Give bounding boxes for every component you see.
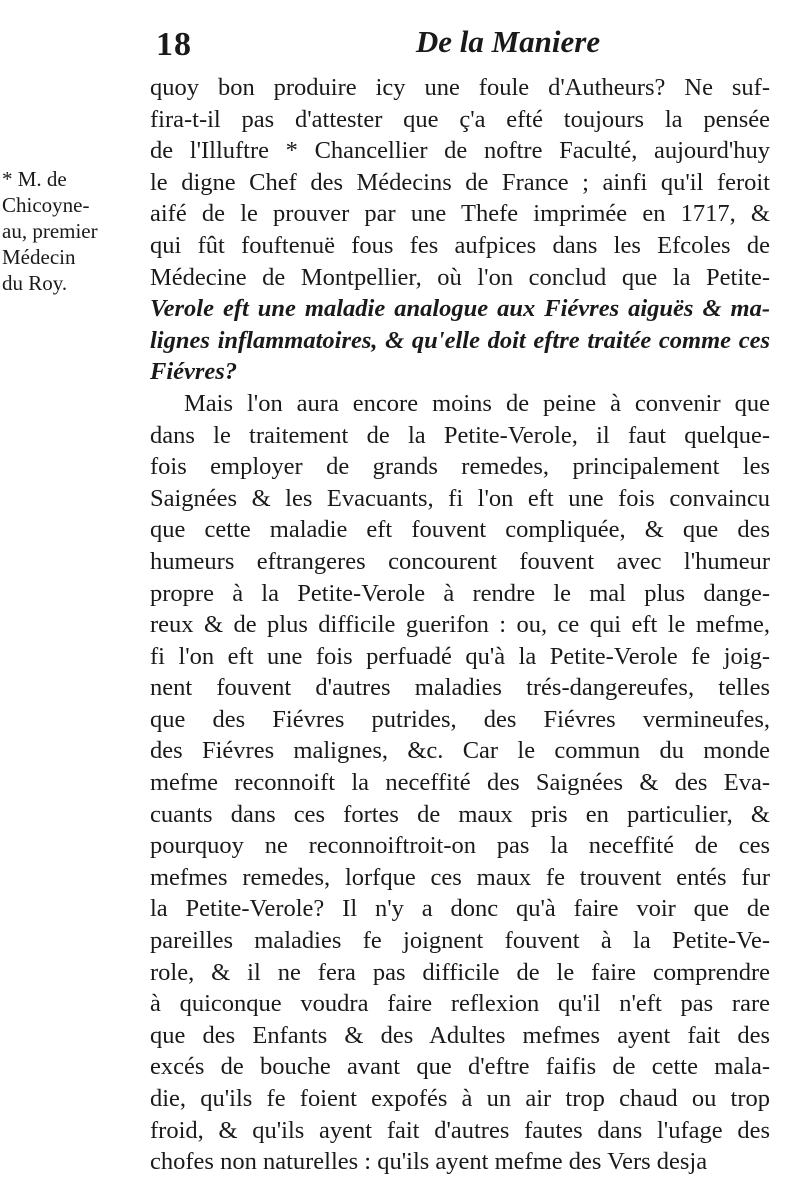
- text-line: Saignées & les Evacuants, fi l'on eft une fois convaincu: [150, 484, 770, 512]
- text-line: humeurs eftrangeres concourent fouvent avec l'humeur: [150, 547, 770, 575]
- text-line: dans le traitement de la Petite-Verole, il faut quelque-: [150, 421, 770, 449]
- text-line: quoy bon produire icy une foule d'Autheurs? Ne suf-: [150, 74, 770, 101]
- running-title: De la Maniere: [415, 24, 601, 59]
- text-line: à quiconque voudra faire reflexion qu'il n'eft pas rare: [150, 990, 770, 1018]
- margin-note-line: Médecin: [2, 245, 76, 269]
- text-line: die, qu'ils fe foient expofés à un air trop chaud ou trop: [150, 1085, 770, 1112]
- margin-note: [0, 166, 128, 296]
- text-line: pareilles maladies fe joignent fouvent à la Petite-Ve-: [150, 927, 770, 955]
- text-line: de l'Illuftre * Chancellier de noftre Faculté, aujourd'huy: [150, 137, 770, 165]
- text-line-italic: lignes inflammatoires, & qu'elle doit eftre traitée comme ces: [150, 326, 770, 354]
- margin-note-line: Chicoyne-: [2, 193, 90, 217]
- text-line: qui fût fouftenuë fous fes aufpices dans les Efcoles de: [150, 231, 770, 259]
- text-line-italic: Fiévres?: [150, 358, 238, 386]
- text-line: que des Enfants & des Adultes mefmes ayent fait des: [150, 1021, 770, 1049]
- text-line: le digne Chef des Médecins de France ; ainfi qu'il feroit: [150, 168, 770, 196]
- page-header: [140, 20, 760, 72]
- text-line-italic: Verole eft une maladie analogue aux Fiévres aiguës & ma-: [150, 295, 770, 323]
- body-text: [150, 72, 770, 1178]
- margin-note-line: * M. de: [2, 167, 67, 191]
- text-line: Médecine de Montpellier, où l'on conclud que la Petite-: [150, 263, 770, 291]
- text-line: reux & de plus difficile guerifon : ou, ce qui eft le mefme,: [150, 611, 770, 639]
- text-line: nent fouvent d'autres maladies trés-dangereufes, telles: [150, 674, 770, 702]
- text-line: mefmes remedes, lorfque ces maux fe trouvent entés fur: [150, 863, 770, 891]
- text-line: propre à la Petite-Verole à rendre le mal plus dange-: [150, 579, 770, 607]
- text-line: aifé de le prouver par une Thefe imprimée en 1717, &: [150, 200, 770, 228]
- text-line: fira-t-il pas d'attester que ç'a efté toujours la pensée: [150, 105, 770, 133]
- text-line: froid, & qu'ils ayent fait d'autres fautes dans l'ufage des: [150, 1116, 770, 1144]
- text-line: que des Fiévres putrides, des Fiévres vermineufes,: [150, 705, 770, 733]
- text-line: cuants dans ces fortes de maux pris en particulier, &: [150, 800, 770, 828]
- text-line: pourquoy ne reconnoiftroit-on pas la neceffité de ces: [150, 832, 770, 860]
- margin-note-line: du Roy.: [2, 271, 68, 295]
- text-line: mefme reconnoift la neceffité des Saignées & des Eva-: [150, 769, 770, 797]
- text-line: Mais l'on aura encore moins de peine à convenir que: [184, 389, 770, 417]
- page-number: 18: [156, 26, 192, 63]
- margin-note-line: au, premier: [2, 219, 98, 243]
- text-line: des Fiévres malignes, &c. Car le commun du monde: [150, 737, 770, 765]
- text-line: fi l'on eft une fois perfuadé qu'à la Petite-Verole fe joig-: [150, 642, 770, 670]
- text-line: excés de bouche avant que d'eftre faifis de cette mala-: [150, 1053, 770, 1081]
- text-line: la Petite-Verole? Il n'y a donc qu'à faire voir que de: [150, 895, 770, 923]
- text-line: role, & il ne fera pas difficile de le faire comprendre: [150, 958, 770, 986]
- text-line: fois employer de grands remedes, principalement les: [150, 453, 770, 481]
- text-line: que cette maladie eft fouvent compliquée, & que des: [150, 516, 770, 544]
- text-line: chofes non naturelles : qu'ils ayent mefme des Vers desja: [150, 1148, 708, 1176]
